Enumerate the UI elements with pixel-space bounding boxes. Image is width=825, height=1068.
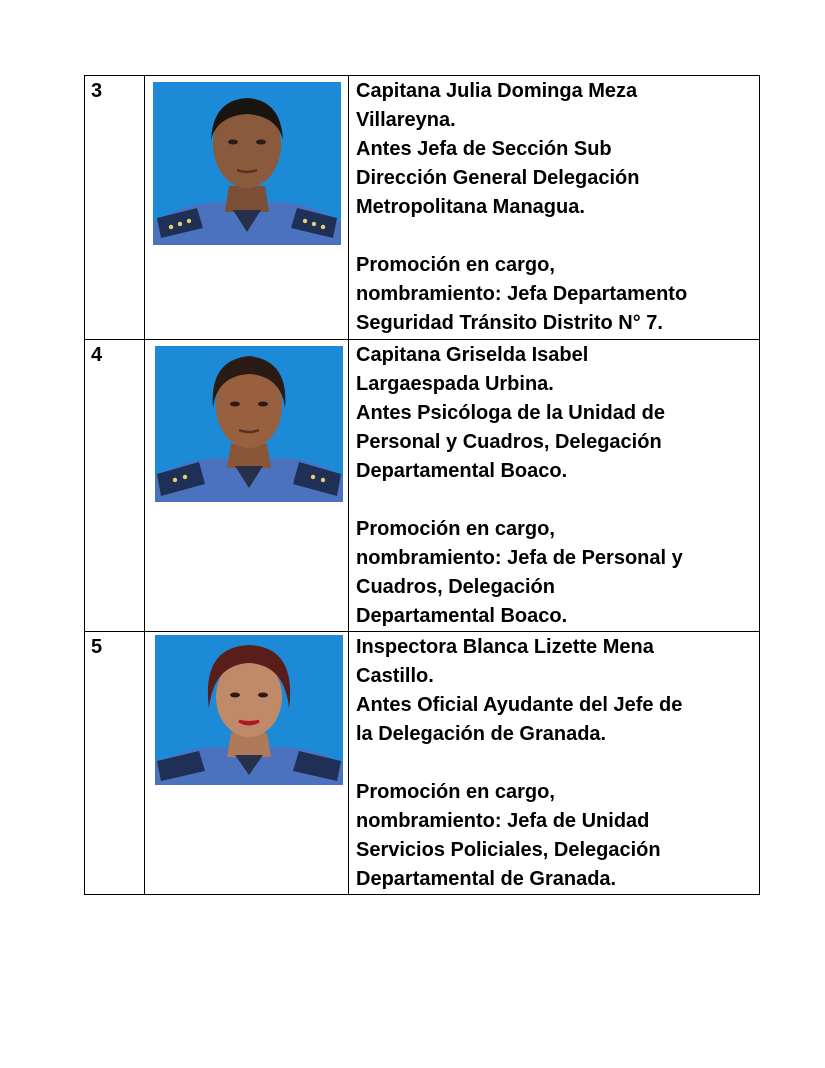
officer-name: Capitana Julia Dominga Meza Villareyna. bbox=[356, 80, 638, 131]
entry-number: 5 bbox=[85, 632, 145, 895]
officer-name: Inspectora Blanca Lizette Mena Castillo. bbox=[356, 636, 654, 687]
table-row bbox=[85, 632, 760, 895]
previous-position: Antes Jefa de Sección Sub Dirección General Delegación Metropolitana Managua. bbox=[356, 138, 640, 218]
promotion-text: Promoción en cargo, nombramiento: Jefa de Unidad Servicios Policiales, Delegación Departamental de Granada. bbox=[356, 781, 661, 890]
table-row bbox=[85, 340, 760, 632]
entry-description bbox=[349, 340, 760, 632]
officer-portrait-photo bbox=[153, 82, 341, 245]
entry-number: 4 bbox=[85, 340, 145, 632]
photo-cell bbox=[145, 340, 349, 632]
promotions-table bbox=[84, 75, 760, 895]
promotion-text: Promoción en cargo, nombramiento: Jefa de Personal y Cuadros, Delegación Departamental Boaco. bbox=[356, 518, 683, 627]
officer-portrait-photo bbox=[155, 635, 343, 785]
promotion-text: Promoción en cargo, nombramiento: Jefa Departamento Seguridad Tránsito Distrito N° 7. bbox=[356, 254, 688, 334]
photo-cell bbox=[145, 76, 349, 340]
photo-cell bbox=[145, 632, 349, 895]
previous-position: Antes Oficial Ayudante del Jefe de la Delegación de Granada. bbox=[356, 694, 683, 745]
entry-description bbox=[349, 632, 760, 895]
table-row bbox=[85, 76, 760, 340]
entry-description bbox=[349, 76, 760, 340]
officer-name: Capitana Griselda Isabel Largaespada Urbina. bbox=[356, 344, 589, 395]
entry-number: 3 bbox=[85, 76, 145, 340]
officer-portrait-photo bbox=[155, 346, 343, 502]
previous-position: Antes Psicóloga de la Unidad de Personal y Cuadros, Delegación Departamental Boaco. bbox=[356, 402, 665, 482]
